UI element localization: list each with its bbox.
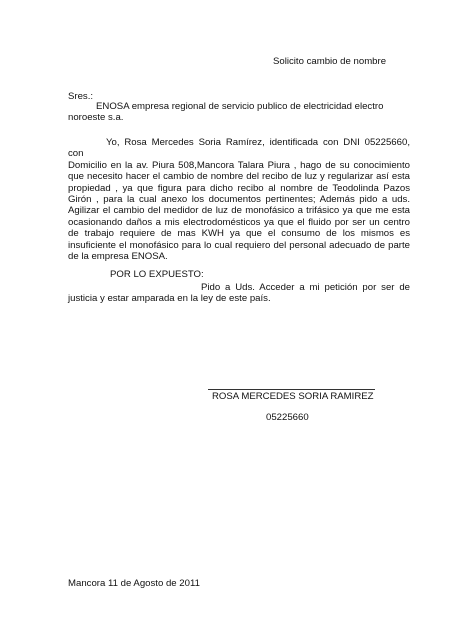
addressee: ENOSA empresa regional de servicio publico de electricidad electro noroeste s.a. [68, 101, 384, 124]
place-date: Mancora 11 de Agosto de 2011 [68, 578, 200, 589]
subject-line: Solicito cambio de nombre [273, 56, 387, 67]
body-paragraph [68, 137, 410, 262]
signature-dni: 05225660 [266, 412, 309, 423]
closing-label: POR LO EXPUESTO: [110, 269, 204, 280]
closing-paragraph [68, 282, 410, 305]
signature-name: ROSA MERCEDES SORIA RAMIREZ [212, 391, 374, 402]
closing-text: Pido a Uds. Acceder a mi petición por ser de justicia y estar amparada en la ley de este país. [68, 282, 410, 305]
body-first-line: Yo, Rosa Mercedes Soria Ramírez, identificada con DNI 05225660, con [68, 137, 410, 160]
signature-line [208, 389, 375, 390]
body-text: Domicilio en la av. Piura 508,Mancora Talara Piura , hago de su conocimiento que necesito hacer el cambio de nombre del recibo de luz y regularizar así esta propiedad , ya que figura para dicho recibo al nombre de Teodolinda Pazos Girón , para la cual anexo los documentos pertinentes; Además pido a uds. Agilizar el cambio del medidor de luz de monofásico a trifásico ya que me esta ocasionando daños a mis electrodomésticos ya que el fluido por ser un centro de trabajo requiere de mas KWH ya que el consumo de los mismos es insuficiente el monofásico para lo cual requiero del personal adecuado de parte de la empresa ENOSA. [68, 159, 410, 263]
salutation: Sres.: [68, 91, 94, 102]
